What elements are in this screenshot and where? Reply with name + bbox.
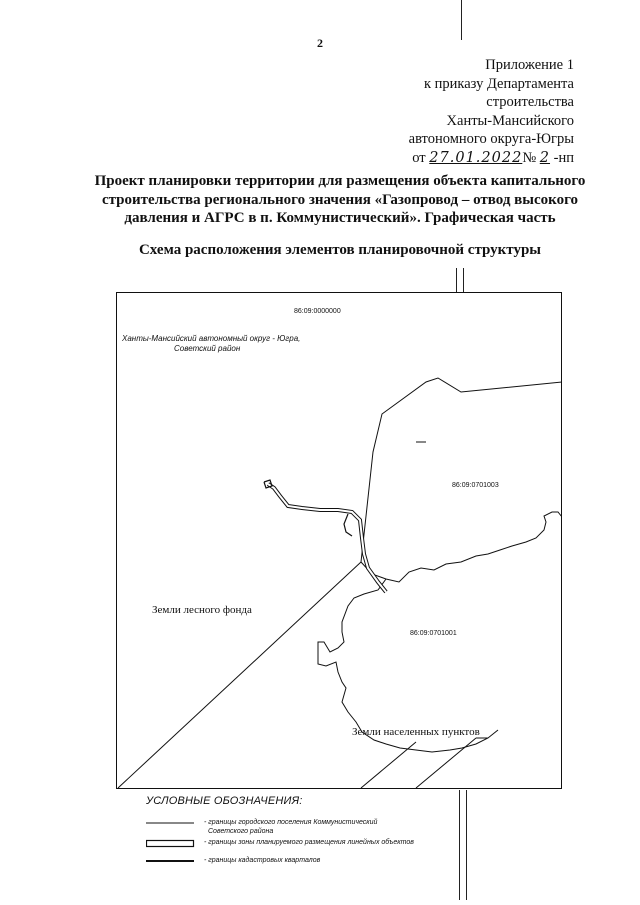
legend-title: УСЛОВНЫЕ ОБОЗНАЧЕНИЯ: [146, 795, 303, 807]
double-outline-symbol [146, 839, 196, 849]
legend-text: - границы зоны планируемого размещения линейных объектов [204, 839, 414, 846]
thin-line-symbol [146, 819, 196, 827]
cadastral-boundary-east [361, 512, 562, 582]
handwritten-date: 27.01.2022 [429, 149, 523, 166]
settlement-land-label: Земли населенных пунктов [352, 726, 480, 738]
map-legend [146, 795, 466, 864]
legend-text: - границы городского поселения Коммунистический [204, 819, 378, 826]
scheme-subtitle: Схема расположения элементов планировочной структуры [138, 242, 542, 258]
title-line: давления и АГРС в п. Коммунистический». Графическая часть [124, 210, 556, 226]
number-prefix: № [522, 149, 540, 166]
settlement-boundary-diagonal [118, 562, 361, 788]
lower-diagonal-2 [416, 738, 476, 788]
agrs-site-outline [344, 514, 352, 536]
scan-artifact-line [463, 268, 464, 292]
cadastral-label-center: 86:09:0701001 [410, 630, 457, 637]
thick-line-symbol [146, 857, 196, 865]
appendix-line: Ханты-Мансийского [446, 112, 574, 129]
region-label [122, 334, 300, 354]
planning-map [116, 292, 562, 789]
appendix-date-line [409, 149, 574, 168]
number-suffix: -нп [550, 149, 574, 166]
appendix-line: строительства [486, 94, 574, 110]
appendix-line: к приказу Департамента [423, 75, 574, 92]
lower-diagonal-1 [361, 742, 416, 788]
title-line: строительства регионального значения «Газопровод – отвод высокого [101, 191, 579, 208]
appendix-line: Приложение 1 [485, 57, 574, 73]
map-frame [117, 293, 562, 789]
appendix-block [409, 56, 574, 167]
forest-land-label: Земли лесного фонда [152, 604, 252, 616]
scan-artifact-line [456, 268, 457, 292]
scan-artifact-line [466, 790, 467, 900]
scan-artifact-line [461, 0, 462, 40]
map-drawing [116, 292, 562, 789]
document-title [80, 172, 600, 228]
handwritten-number: 2 [539, 149, 551, 166]
settlement-boundary-north [361, 378, 562, 562]
cadastral-label-top: 86:09:0000000 [294, 308, 341, 315]
page-number: 2 [317, 36, 323, 50]
pipeline-corridor-outer [268, 484, 386, 592]
region-label-line: Советский район [174, 344, 241, 353]
legend-text: - границы кадастровых кварталов [204, 857, 321, 864]
legend-text: Советского района [208, 827, 274, 835]
appendix-line: автономного округа-Югры [408, 131, 574, 147]
cadastral-label-right: 86:09:0701003 [452, 482, 499, 489]
region-label-line: Ханты-Мансийский автономный округ - Югра, [122, 334, 301, 343]
date-prefix: от [412, 149, 430, 166]
title-line: Проект планировки территории для размещения объекта капитального [94, 173, 586, 189]
